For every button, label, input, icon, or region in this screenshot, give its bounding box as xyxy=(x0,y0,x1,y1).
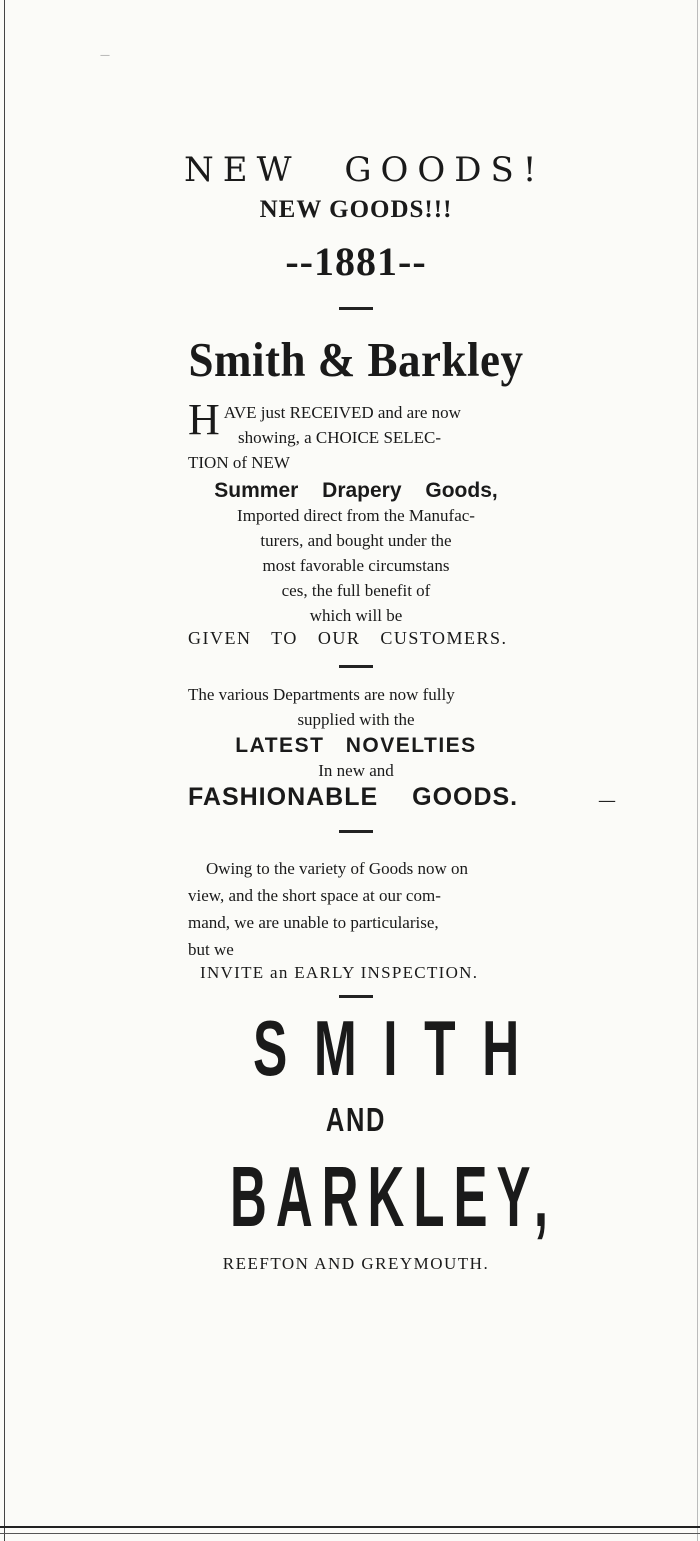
intro-line: AVE just RECEIVED and are now xyxy=(223,403,461,422)
latest-novelties: LATEST NOVELTIES xyxy=(235,734,477,757)
page-border-left xyxy=(4,0,5,1541)
intro-paragraph xyxy=(188,395,524,475)
firm-name-heading: Smith & Barkley xyxy=(188,333,524,387)
owing-line: Owing to the variety of Goods now on xyxy=(206,859,469,878)
invite-inspection: INVITE an EARLY INSPECTION. xyxy=(200,963,479,982)
departments-paragraph xyxy=(188,682,524,732)
intro-line: TION of NEW xyxy=(188,453,290,472)
imported-line: turers, and bought under the xyxy=(260,531,452,550)
subhead: NEW GOODS!!! xyxy=(259,196,453,223)
barkley-display: BARKLEY, xyxy=(230,1149,558,1245)
fashionable-goods: FASHIONABLE GOODS. xyxy=(188,783,519,811)
imported-line: Imported direct from the Manufac- xyxy=(237,506,475,525)
imported-line: which will be xyxy=(309,606,403,625)
drop-cap: H xyxy=(188,395,220,444)
divider-rule xyxy=(339,830,373,833)
page-border-right xyxy=(697,0,698,1541)
departments-line: supplied with the xyxy=(297,710,415,729)
towns-line: REEFTON AND GREYMOUTH. xyxy=(222,1254,490,1273)
print-speck: — xyxy=(598,790,622,811)
print-speck: — xyxy=(100,50,116,61)
smith-display: SMITH xyxy=(253,1004,546,1092)
bottom-rule-thin xyxy=(0,1533,700,1534)
and-display: AND xyxy=(325,1102,387,1139)
owing-line: but we xyxy=(188,940,234,959)
advertisement xyxy=(184,150,558,1274)
given-to-customers: GIVEN TO OUR CUSTOMERS. xyxy=(188,628,508,648)
headline: NEW GOODS! xyxy=(184,150,546,190)
owing-paragraph xyxy=(188,855,524,963)
imported-paragraph xyxy=(188,503,524,628)
imported-line: most favorable circumstans xyxy=(262,556,450,575)
divider-rule xyxy=(339,995,373,998)
divider-rule xyxy=(339,665,373,668)
owing-line: mand, we are unable to particularise, xyxy=(188,913,439,932)
in-new-and: In new and xyxy=(318,761,394,780)
owing-line: view, and the short space at our com- xyxy=(188,886,441,905)
departments-line: The various Departments are now fully xyxy=(188,685,455,704)
imported-line: ces, the full benefit of xyxy=(281,581,431,600)
intro-line: showing, a CHOICE SELEC- xyxy=(238,428,442,447)
bottom-rule xyxy=(0,1526,700,1528)
year-heading: --1881-- xyxy=(285,239,427,284)
divider-rule xyxy=(339,307,373,310)
summer-goods-heading: Summer Drapery Goods, xyxy=(214,479,498,502)
